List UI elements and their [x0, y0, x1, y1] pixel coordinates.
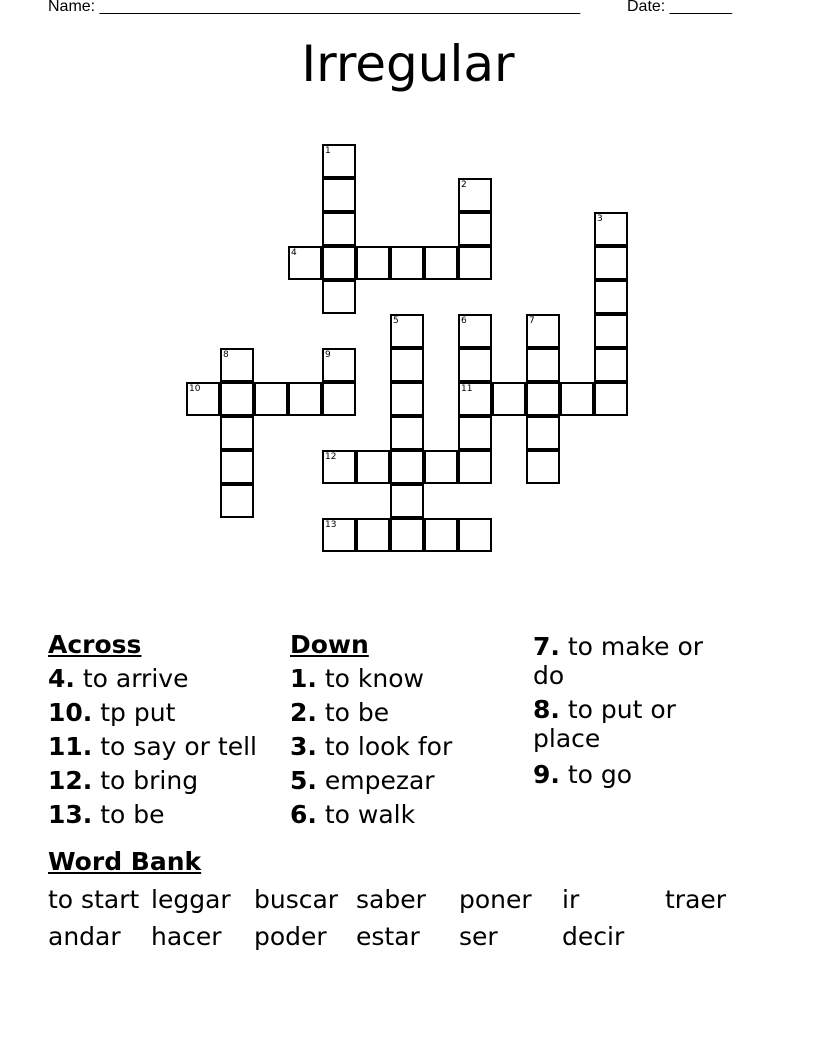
crossword-cell[interactable]	[322, 178, 356, 212]
crossword-cell[interactable]	[458, 382, 492, 416]
word-bank-word: estar	[356, 922, 420, 951]
crossword-cell[interactable]	[322, 382, 356, 416]
crossword-cell[interactable]	[322, 348, 356, 382]
crossword-cell[interactable]	[390, 484, 424, 518]
crossword-cell[interactable]	[356, 246, 390, 280]
word-bank-word: leggar	[151, 885, 231, 914]
crossword-cell[interactable]	[390, 246, 424, 280]
word-bank-word: andar	[48, 922, 121, 951]
word-bank-word: ser	[459, 922, 498, 951]
name-field-label: Name: ______________________________________________________	[48, 0, 581, 15]
clue-number: 6	[461, 316, 467, 326]
crossword-cell[interactable]	[492, 382, 526, 416]
crossword-cell[interactable]	[220, 450, 254, 484]
crossword-cell[interactable]	[458, 246, 492, 280]
word-bank-word: poner	[459, 885, 532, 914]
clue-item: 8. to put or place	[533, 695, 676, 753]
crossword-cell[interactable]	[322, 246, 356, 280]
word-bank-word: hacer	[151, 922, 222, 951]
crossword-cell[interactable]	[322, 144, 356, 178]
crossword-cell[interactable]	[322, 280, 356, 314]
crossword-cell[interactable]	[220, 484, 254, 518]
down-clues	[290, 628, 525, 832]
crossword-cell[interactable]	[526, 450, 560, 484]
clue-number: 9	[325, 350, 331, 360]
clue-item: 2. to be	[290, 698, 390, 727]
crossword-cell[interactable]	[458, 518, 492, 552]
clue-number: 8	[223, 350, 229, 360]
crossword-cell[interactable]	[390, 450, 424, 484]
word-bank-word: decir	[562, 922, 625, 951]
crossword-cell[interactable]	[458, 450, 492, 484]
crossword-cell[interactable]	[458, 348, 492, 382]
crossword-cell[interactable]	[288, 246, 322, 280]
crossword-cell[interactable]	[220, 348, 254, 382]
word-bank-heading: Word Bank	[48, 847, 202, 876]
crossword-cell[interactable]	[560, 382, 594, 416]
crossword-cell[interactable]	[390, 518, 424, 552]
crossword-cell[interactable]	[322, 450, 356, 484]
crossword-cell[interactable]	[424, 518, 458, 552]
clue-item: 12. to bring	[48, 766, 199, 795]
clue-number: 10	[189, 384, 201, 394]
crossword-cell[interactable]	[186, 382, 220, 416]
clue-item: 4. to arrive	[48, 664, 189, 693]
page-title: Irregular	[301, 35, 515, 93]
clue-number: 11	[461, 384, 473, 394]
word-bank-word: saber	[356, 885, 426, 914]
clue-number: 1	[325, 146, 331, 156]
crossword-cell[interactable]	[594, 280, 628, 314]
clue-item: 6. to walk	[290, 800, 416, 829]
crossword-cell[interactable]	[356, 450, 390, 484]
crossword-cell[interactable]	[288, 382, 322, 416]
clue-number: 3	[597, 214, 603, 224]
crossword-cell[interactable]	[356, 518, 390, 552]
word-bank-word: to start	[48, 885, 140, 914]
crossword-cell[interactable]	[594, 314, 628, 348]
crossword-cell[interactable]	[458, 314, 492, 348]
crossword-cell[interactable]	[594, 212, 628, 246]
clue-number: 12	[325, 452, 337, 462]
clue-item: 13. to be	[48, 800, 165, 829]
date-field-label: Date: _______	[627, 0, 732, 15]
crossword-cell[interactable]	[458, 178, 492, 212]
word-bank-word: buscar	[254, 885, 339, 914]
clue-number: 7	[529, 316, 535, 326]
crossword-cell[interactable]	[390, 416, 424, 450]
crossword-cell[interactable]	[458, 212, 492, 246]
clue-item: 3. to look for	[290, 732, 453, 761]
crossword-cell[interactable]	[594, 246, 628, 280]
across-clues	[48, 628, 283, 832]
crossword-cell[interactable]	[594, 382, 628, 416]
crossword-cell[interactable]	[322, 518, 356, 552]
crossword-cell[interactable]	[322, 212, 356, 246]
crossword-cell[interactable]	[220, 416, 254, 450]
down-clues-continued	[533, 632, 733, 792]
clue-item: 11. to say or tell	[48, 732, 257, 761]
word-bank-word: traer	[665, 885, 727, 914]
crossword-cell[interactable]	[424, 246, 458, 280]
crossword-cell[interactable]	[458, 416, 492, 450]
word-bank-word: poder	[254, 922, 327, 951]
across-heading: Across	[48, 630, 142, 659]
word-bank-word: ir	[562, 885, 580, 914]
clue-item: 7. to make or do	[533, 632, 704, 690]
clue-item: 9. to go	[533, 760, 633, 789]
crossword-cell[interactable]	[390, 314, 424, 348]
clue-item: 1. to know	[290, 664, 424, 693]
down-heading: Down	[290, 630, 369, 659]
clue-number: 5	[393, 316, 399, 326]
clue-number: 2	[461, 180, 467, 190]
crossword-cell[interactable]	[526, 416, 560, 450]
clue-number: 13	[325, 520, 337, 530]
crossword-cell[interactable]	[390, 382, 424, 416]
crossword-cell[interactable]	[526, 382, 560, 416]
clue-number: 4	[291, 248, 297, 258]
crossword-cell[interactable]	[594, 348, 628, 382]
crossword-cell[interactable]	[424, 450, 458, 484]
crossword-cell[interactable]	[254, 382, 288, 416]
crossword-cell[interactable]	[526, 314, 560, 348]
clue-item: 5. empezar	[290, 766, 435, 795]
crossword-cell[interactable]	[220, 382, 254, 416]
crossword-cell[interactable]	[526, 348, 560, 382]
clue-item: 10. tp put	[48, 698, 176, 727]
crossword-cell[interactable]	[390, 348, 424, 382]
